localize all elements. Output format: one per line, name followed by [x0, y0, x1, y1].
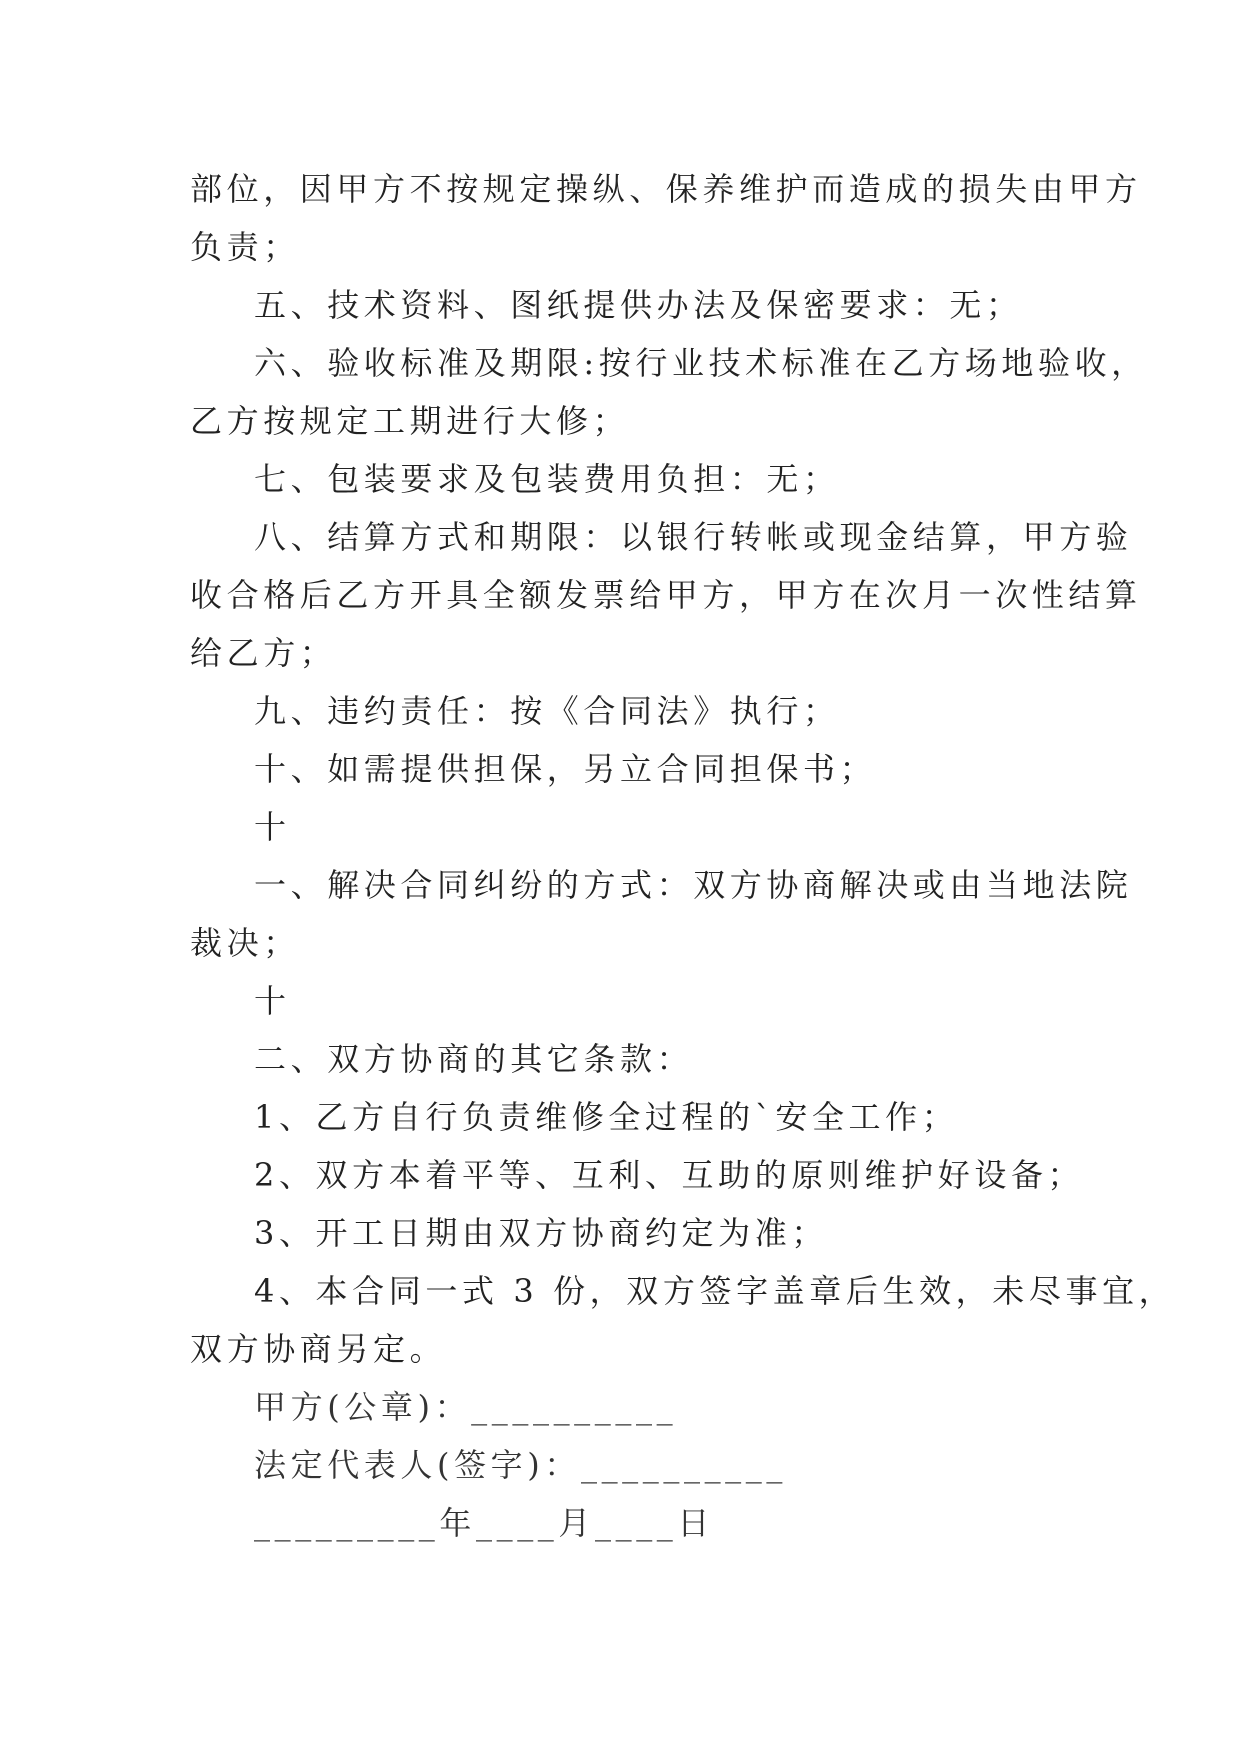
clause-9: 九、违约责任：按《合同法》执行； [254, 692, 840, 730]
clause-5: 五、技术资料、图纸提供办法及保密要求：无； [254, 286, 1023, 324]
sub-clause-4: 4、本合同一式 3 份，双方签字盖章后生效，未尽事宜， [254, 1272, 1176, 1310]
clause-11-number: 十 [254, 808, 291, 846]
document-page [190, 160, 1176, 1552]
party-a-seal-field: 甲方(公章)：__________ [254, 1388, 678, 1426]
text-line: 双方协商另定。 [190, 1330, 447, 1368]
sub-clause-2: 2、双方本着平等、互利、互助的原则维护好设备； [254, 1156, 1085, 1194]
clause-11: 一、解决合同纠纷的方式：双方协商解决或由当地法院 [254, 866, 1133, 904]
text-line: 裁决； [190, 924, 300, 962]
sub-clause-1: 1、乙方自行负责维修全过程的`安全工作； [254, 1098, 959, 1136]
text-line: 收合格后乙方开具全额发票给甲方，甲方在次月一次性结算 [190, 576, 1142, 614]
clause-8: 八、结算方式和期限：以银行转帐或现金结算，甲方验 [254, 518, 1133, 556]
sub-clause-3: 3、开工日期由双方协商约定为准； [254, 1214, 828, 1252]
clause-10: 十、如需提供担保，另立合同担保书； [254, 750, 877, 788]
clause-7: 七、包装要求及包装费用负担：无； [254, 460, 840, 498]
text-line: 负责； [190, 228, 300, 266]
text-line: 乙方按规定工期进行大修； [190, 402, 630, 440]
text-line: 给乙方； [190, 634, 337, 672]
date-field: _________年____月____日 [254, 1504, 714, 1542]
clause-12: 二、双方协商的其它条款： [254, 1040, 694, 1078]
clause-12-number: 十 [254, 982, 291, 1020]
text-line: 部位，因甲方不按规定操纵、保养维护而造成的损失由甲方 [190, 170, 1142, 208]
clause-6: 六、验收标准及期限:按行业技术标准在乙方场地验收， [254, 344, 1148, 382]
legal-rep-signature-field: 法定代表人(签字)：__________ [254, 1446, 787, 1484]
